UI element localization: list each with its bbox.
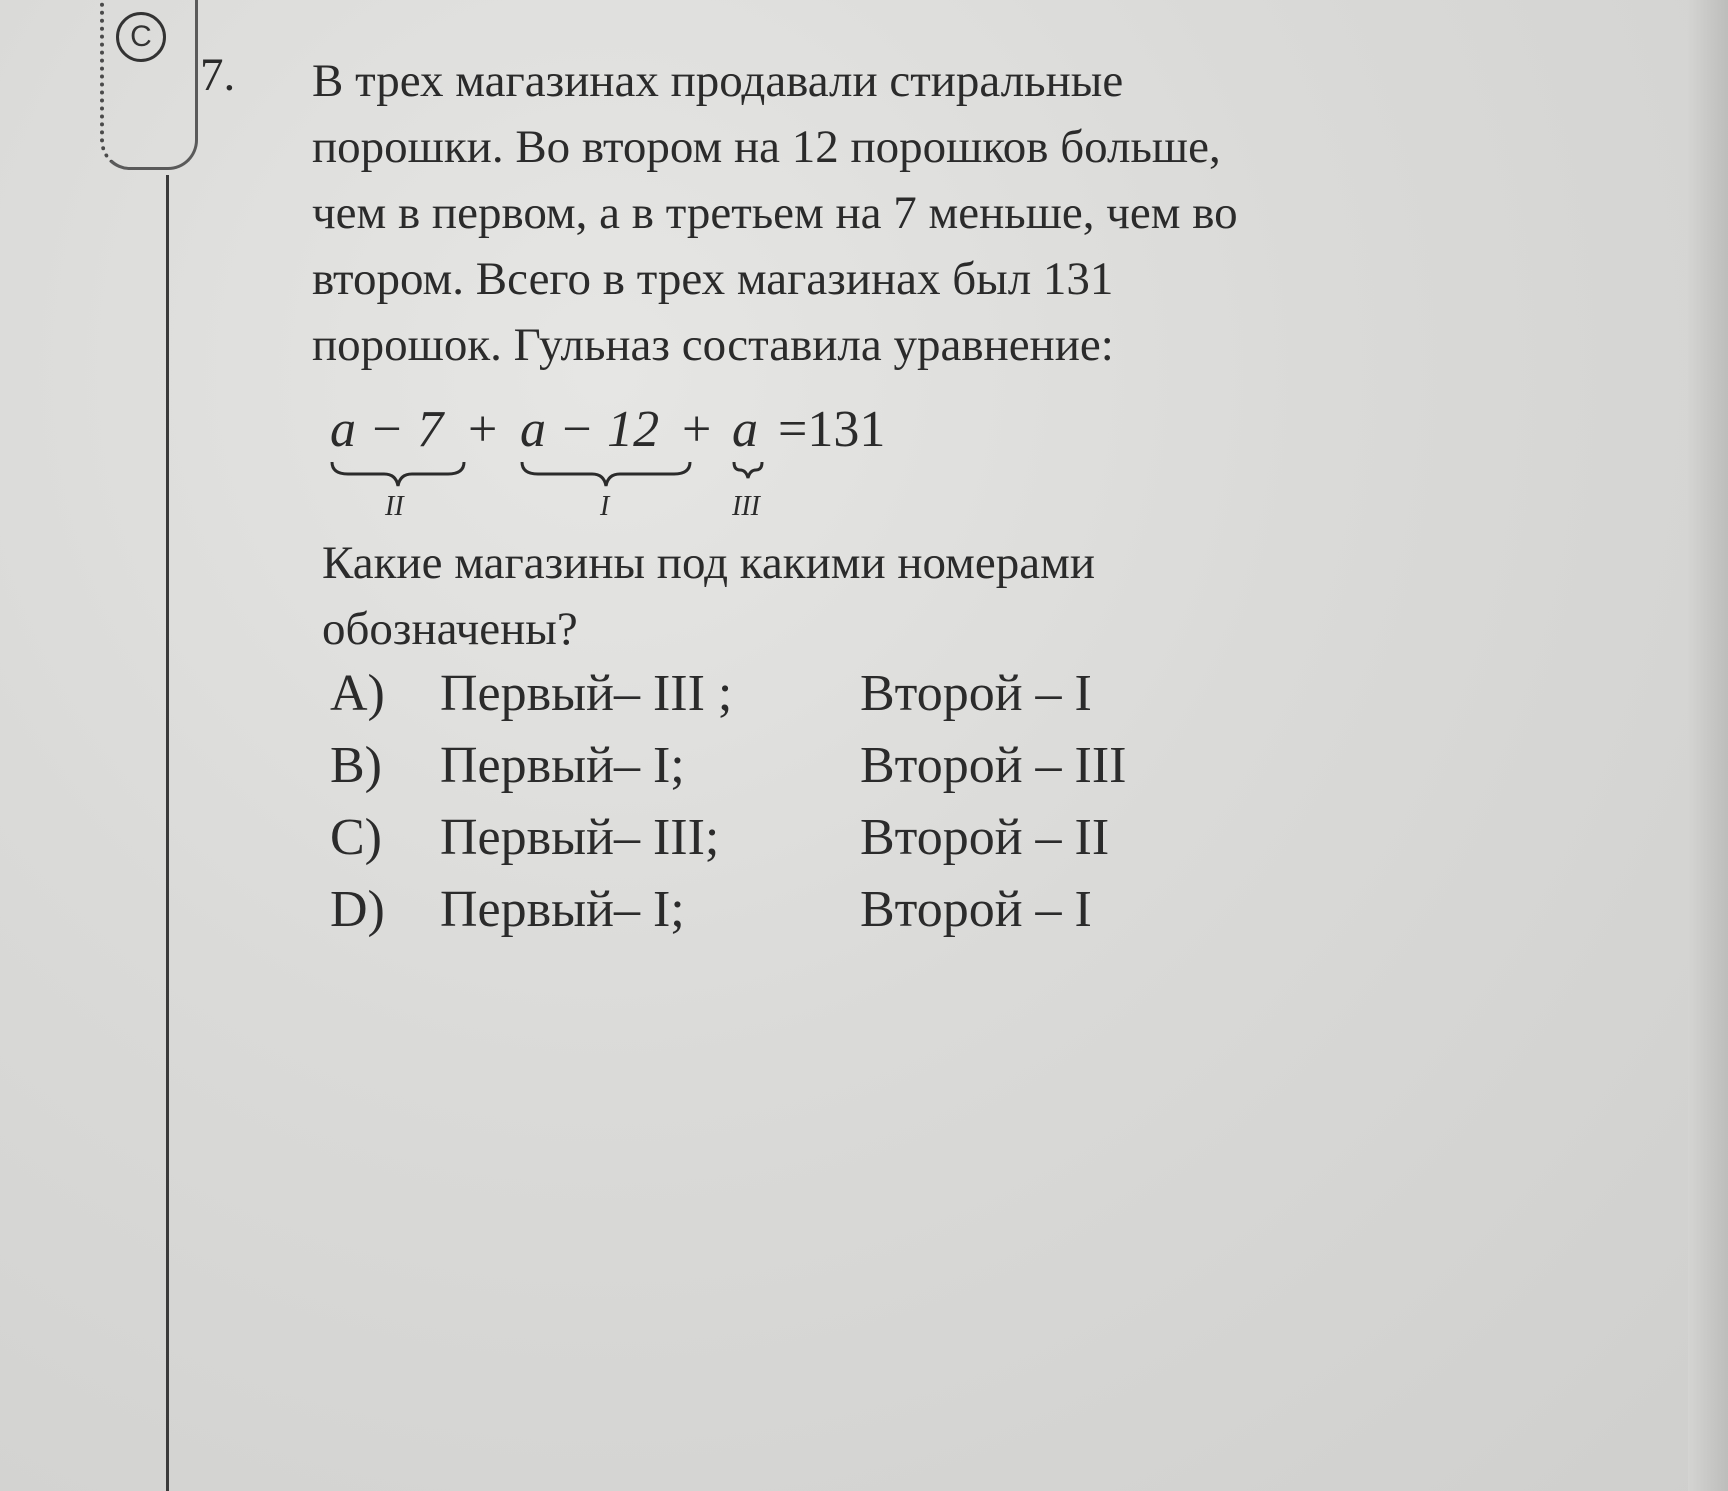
margin-rule [166, 175, 169, 1491]
brace-label-1: II [385, 491, 404, 522]
option-second: Второй – II [860, 809, 1110, 866]
option-first: Первый– III; [440, 809, 720, 866]
prompt-line: Какие магазины под какими номерами [322, 537, 1095, 589]
option-second: Второй – I [860, 881, 1092, 938]
underbrace-2 [522, 462, 690, 486]
equation-term-3: a [732, 401, 758, 458]
problem-line: чем в первом, а в третьем на 7 меньше, чем во [312, 187, 1238, 239]
option-letter: C) [330, 809, 382, 866]
option-second: Второй – III [860, 737, 1127, 794]
question-prompt [322, 530, 1095, 662]
option-first: Первый– I; [440, 881, 685, 938]
option-first: Первый– I; [440, 737, 685, 794]
underbraces [330, 456, 800, 496]
equation-plus-1: + [468, 401, 498, 458]
problem-line: порошки. Во втором на 12 порошков больше, [312, 121, 1221, 173]
problem-text [312, 48, 1238, 378]
option-second: Второй – I [860, 665, 1092, 722]
equation-term-2: a − 12 [520, 401, 660, 458]
copyright-mark-icon: C [116, 12, 166, 62]
equation [330, 400, 950, 530]
problem-line: втором. Всего в трех магазинах был 131 [312, 253, 1114, 305]
page-edge-shadow [1688, 0, 1728, 1491]
problem-line: порошок. Гульназ составила уравнение: [312, 319, 1114, 371]
problem-line: В трех магазинах продавали стиральные [312, 55, 1124, 107]
prompt-line: обозначены? [322, 603, 578, 655]
equation-term-1: a − 7 [330, 401, 444, 458]
underbrace-3 [734, 462, 762, 478]
equation-plus-2: + [682, 401, 712, 458]
equation-rhs: =131 [778, 401, 886, 458]
question-number: 7. [200, 49, 236, 101]
option-letter: D) [330, 881, 385, 938]
brace-label-3: III [732, 491, 760, 522]
brace-label-2: I [600, 491, 610, 522]
underbrace-1 [332, 462, 464, 486]
option-letter: A) [330, 665, 385, 722]
option-letter: B) [330, 737, 382, 794]
option-first: Первый– III ; [440, 665, 733, 722]
